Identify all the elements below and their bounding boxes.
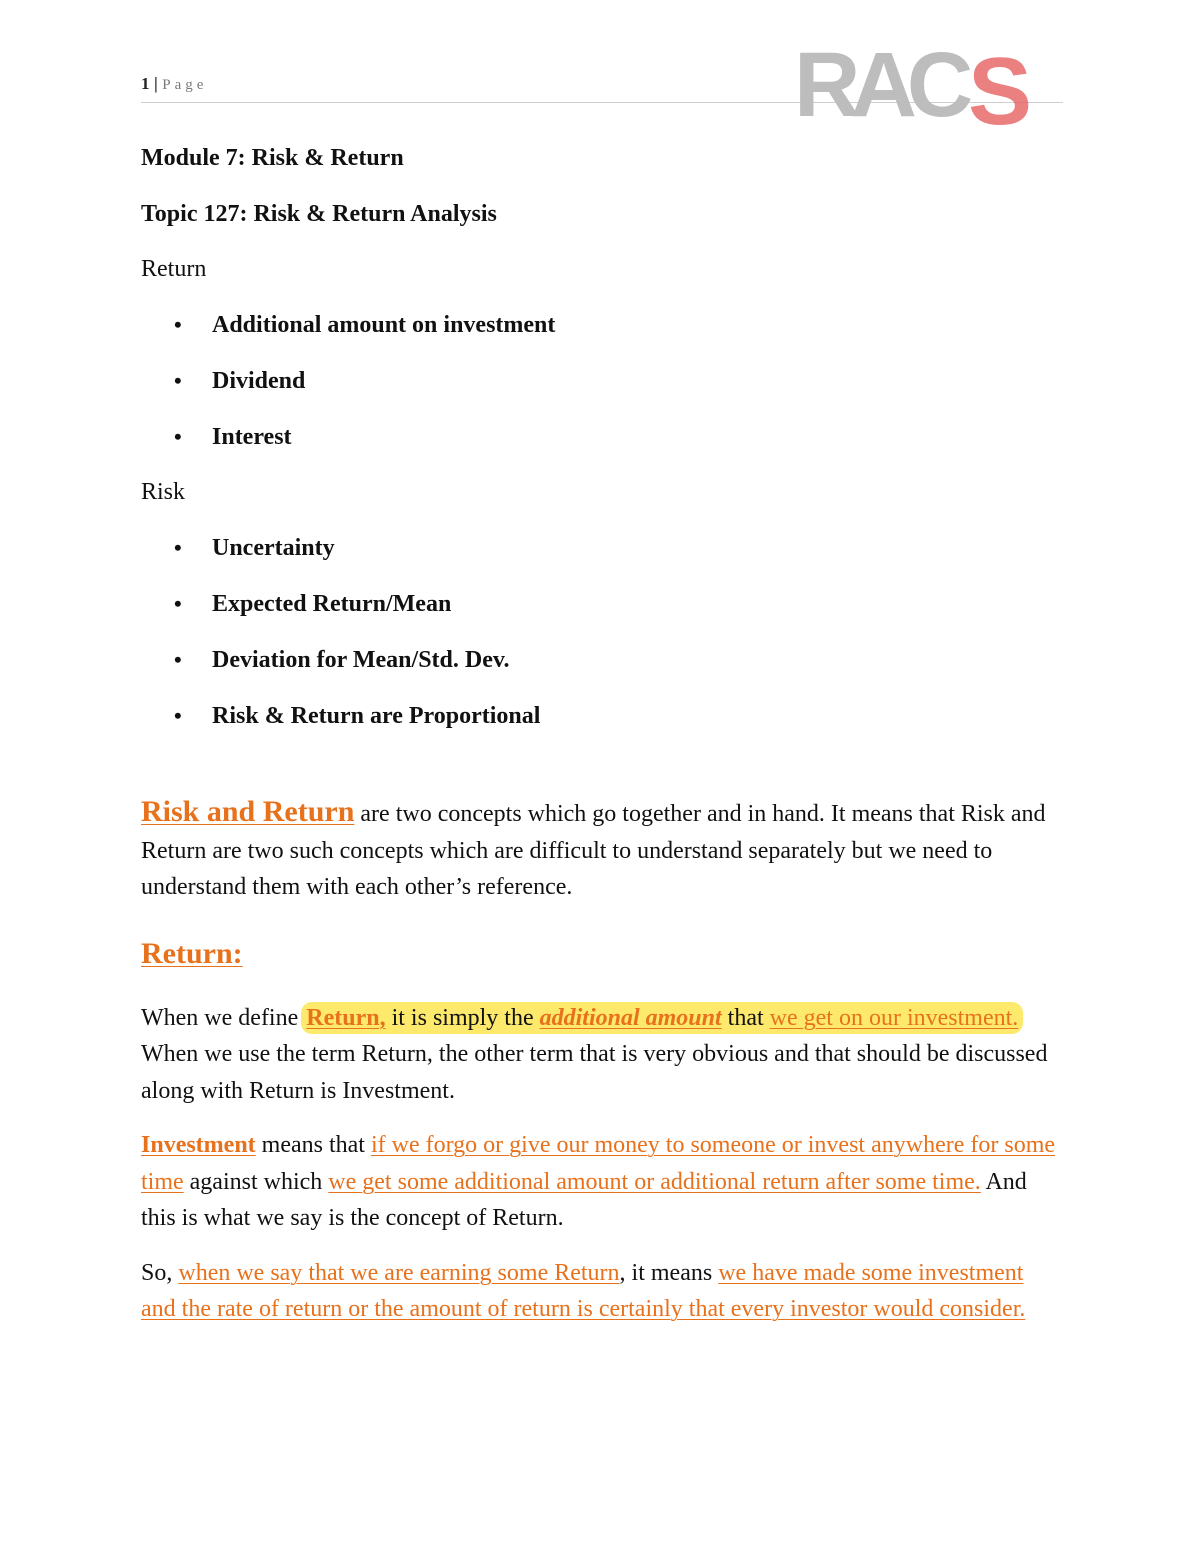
list-item: [141, 363, 1061, 399]
bullet-icon: •: [174, 368, 182, 393]
bullet-icon: •: [174, 312, 182, 337]
page-label: Page: [162, 77, 208, 93]
list-item: [141, 530, 1061, 566]
paragraph-text: that: [721, 1004, 770, 1031]
additional-amount-term: additional amount: [539, 1004, 722, 1031]
investment-term: Investment: [141, 1132, 256, 1158]
paragraph-text: against which: [183, 1168, 329, 1195]
paragraph-text: So,: [141, 1259, 179, 1286]
risk-bullet-list: [141, 530, 1061, 734]
bullet-text: Interest: [212, 424, 292, 450]
risk-section-label: Risk: [141, 479, 186, 505]
risk-and-return-term: Risk and Return: [141, 795, 355, 828]
bullet-icon: •: [174, 424, 182, 449]
bullet-text: Dividend: [212, 368, 306, 394]
bullet-icon: •: [174, 591, 182, 616]
underlined-phrase: when we say that we are earning some Return: [178, 1259, 620, 1286]
svg-text:S: S: [968, 38, 1033, 145]
return-heading: Return:: [141, 936, 243, 970]
module-title: Module 7: Risk & Return: [141, 145, 404, 171]
bullet-text: Additional amount on investment: [212, 312, 556, 338]
bullet-text: Deviation for Mean/Std. Dev.: [212, 647, 510, 673]
return-bullet-list: [141, 307, 1061, 455]
summary-paragraph: [141, 1255, 1061, 1328]
list-item: [141, 642, 1061, 678]
bullet-icon: •: [174, 535, 182, 560]
list-item: [141, 419, 1061, 455]
paragraph-text: When we use the term Return, the other term that is very obvious and that should be discussed along with Return is Investment.: [141, 1041, 1048, 1104]
underlined-phrase: if we forgo or give our money to someone or invest anywhere for some time: [141, 1132, 1056, 1195]
return-definition-paragraph: [141, 1000, 1061, 1110]
document-body: [141, 140, 1061, 1328]
topic-title: Topic 127: Risk & Return Analysis: [141, 201, 497, 227]
paragraph-text: And this is what we say is the concept of Return.: [141, 1168, 1027, 1231]
bullet-text: Risk & Return are Proportional: [212, 703, 541, 729]
racs-logo: [790, 38, 1070, 148]
investment-paragraph: [141, 1127, 1061, 1237]
bullet-text: Expected Return/Mean: [212, 591, 452, 617]
svg-text:RAC: RAC: [794, 38, 964, 136]
bullet-text: Uncertainty: [212, 535, 335, 561]
paragraph-text: it is simply the: [385, 1004, 540, 1031]
highlighted-definition: [304, 1005, 1020, 1031]
list-item: [141, 586, 1061, 622]
intro-paragraph: [141, 794, 1061, 906]
list-item: [141, 698, 1061, 734]
paragraph-text: When we define: [141, 1004, 305, 1031]
page-number: [141, 74, 207, 94]
return-term: Return,: [306, 1004, 386, 1031]
paragraph-text: , it means: [619, 1259, 719, 1286]
paragraph-text: means that: [255, 1132, 371, 1158]
page-number-value: 1: [141, 74, 150, 93]
bullet-icon: •: [174, 647, 182, 672]
underlined-phrase: we have made some investment and the rate of return or the amount of return is certainly that every investor would consider.: [141, 1259, 1026, 1322]
underlined-phrase: we get on our investment.: [769, 1004, 1019, 1031]
return-section-label: Return: [141, 256, 207, 282]
bullet-icon: •: [174, 703, 182, 728]
list-item: [141, 307, 1061, 343]
intro-text: are two concepts which go together and in hand. It means that Risk and Return are two such concepts which are difficult to understand separately but we need to understand them with each other’s reference.: [141, 801, 1046, 900]
page-number-separator: |: [154, 74, 159, 93]
underlined-phrase: we get some additional amount or additional return after some time.: [328, 1168, 981, 1195]
